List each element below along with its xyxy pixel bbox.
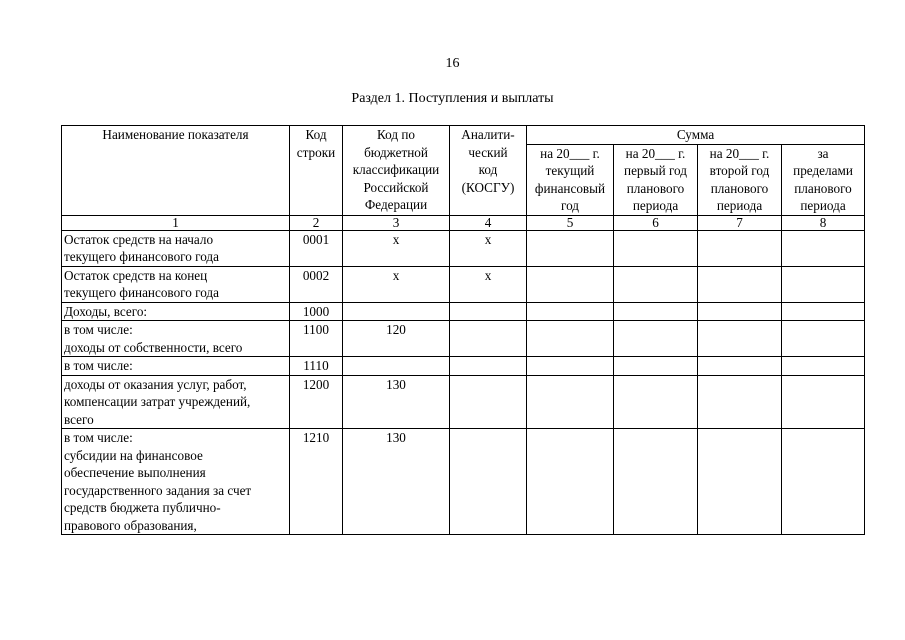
row-kosgu bbox=[450, 357, 527, 376]
section-title: Раздел 1. Поступления и выплаты bbox=[351, 91, 554, 106]
column-number: 3 bbox=[343, 215, 450, 230]
table-row bbox=[62, 357, 865, 376]
row-kosgu bbox=[450, 302, 527, 321]
sum-cell bbox=[782, 321, 865, 357]
row-budget-code bbox=[343, 302, 450, 321]
page-number: 16 bbox=[445, 56, 460, 71]
header-sum-first-plan-year: на 20___ г. первый год планового периода bbox=[614, 144, 698, 215]
row-code: 1200 bbox=[290, 375, 343, 429]
sum-cell bbox=[527, 266, 614, 302]
sum-cell bbox=[698, 230, 782, 266]
sum-cell bbox=[527, 230, 614, 266]
column-number: 7 bbox=[698, 215, 782, 230]
row-kosgu: x bbox=[450, 266, 527, 302]
table-row bbox=[62, 321, 865, 357]
table-row bbox=[62, 230, 865, 266]
header-line-code: Код строки bbox=[290, 126, 343, 216]
row-kosgu bbox=[450, 429, 527, 535]
header-kosgu: Аналити- ческий код (КОСГУ) bbox=[450, 126, 527, 216]
sum-cell bbox=[527, 302, 614, 321]
row-code: 1210 bbox=[290, 429, 343, 535]
row-kosgu bbox=[450, 321, 527, 357]
sum-cell bbox=[782, 302, 865, 321]
row-name: Доходы, всего: bbox=[62, 302, 290, 321]
row-kosgu: x bbox=[450, 230, 527, 266]
column-numbers-row bbox=[62, 215, 865, 230]
sum-cell bbox=[614, 230, 698, 266]
sum-cell bbox=[614, 357, 698, 376]
header-indicator-name: Наименование показателя bbox=[62, 126, 290, 216]
sum-cell bbox=[527, 429, 614, 535]
row-name: в том числе: субсидии на финансовое обеспечение выполнения государственного задания за счет средств бюджета публично- правового образования, bbox=[62, 429, 290, 535]
sum-cell bbox=[698, 302, 782, 321]
sum-cell bbox=[698, 321, 782, 357]
sum-cell bbox=[782, 429, 865, 535]
receipts-payments-table bbox=[61, 125, 865, 535]
row-budget-code: 130 bbox=[343, 429, 450, 535]
header-sum: Сумма bbox=[527, 126, 865, 145]
sum-cell bbox=[698, 375, 782, 429]
row-code: 1000 bbox=[290, 302, 343, 321]
column-number: 6 bbox=[614, 215, 698, 230]
row-budget-code: 130 bbox=[343, 375, 450, 429]
row-kosgu bbox=[450, 375, 527, 429]
row-name: Остаток средств на конец текущего финансового года bbox=[62, 266, 290, 302]
row-code: 1100 bbox=[290, 321, 343, 357]
sum-cell bbox=[527, 357, 614, 376]
row-budget-code bbox=[343, 357, 450, 376]
row-code: 0002 bbox=[290, 266, 343, 302]
sum-cell bbox=[527, 321, 614, 357]
row-name: доходы от оказания услуг, работ, компенсации затрат учреждений, всего bbox=[62, 375, 290, 429]
row-budget-code: x bbox=[343, 266, 450, 302]
row-name: в том числе: доходы от собственности, всего bbox=[62, 321, 290, 357]
header-sum-second-plan-year: на 20___ г. второй год планового периода bbox=[698, 144, 782, 215]
row-budget-code: x bbox=[343, 230, 450, 266]
sum-cell bbox=[614, 266, 698, 302]
sum-cell bbox=[698, 357, 782, 376]
column-number: 4 bbox=[450, 215, 527, 230]
sum-cell bbox=[614, 429, 698, 535]
table-row bbox=[62, 429, 865, 535]
column-number: 8 bbox=[782, 215, 865, 230]
table-row bbox=[62, 266, 865, 302]
row-code: 0001 bbox=[290, 230, 343, 266]
sum-cell bbox=[782, 357, 865, 376]
sum-cell bbox=[698, 429, 782, 535]
row-code: 1110 bbox=[290, 357, 343, 376]
table-row bbox=[62, 375, 865, 429]
sum-cell bbox=[782, 375, 865, 429]
sum-cell bbox=[614, 375, 698, 429]
sum-cell bbox=[782, 230, 865, 266]
header-budget-code: Код по бюджетной классификации Российской Федерации bbox=[343, 126, 450, 216]
row-name: Остаток средств на начало текущего финансового года bbox=[62, 230, 290, 266]
row-budget-code: 120 bbox=[343, 321, 450, 357]
sum-cell bbox=[782, 266, 865, 302]
row-name: в том числе: bbox=[62, 357, 290, 376]
sum-cell bbox=[614, 321, 698, 357]
header-sum-beyond-plan: за пределами планового периода bbox=[782, 144, 865, 215]
column-number: 2 bbox=[290, 215, 343, 230]
column-number: 5 bbox=[527, 215, 614, 230]
table-row bbox=[62, 302, 865, 321]
sum-cell bbox=[698, 266, 782, 302]
header-sum-current-year: на 20___ г. текущий финансовый год bbox=[527, 144, 614, 215]
sum-cell bbox=[527, 375, 614, 429]
sum-cell bbox=[614, 302, 698, 321]
column-number: 1 bbox=[62, 215, 290, 230]
